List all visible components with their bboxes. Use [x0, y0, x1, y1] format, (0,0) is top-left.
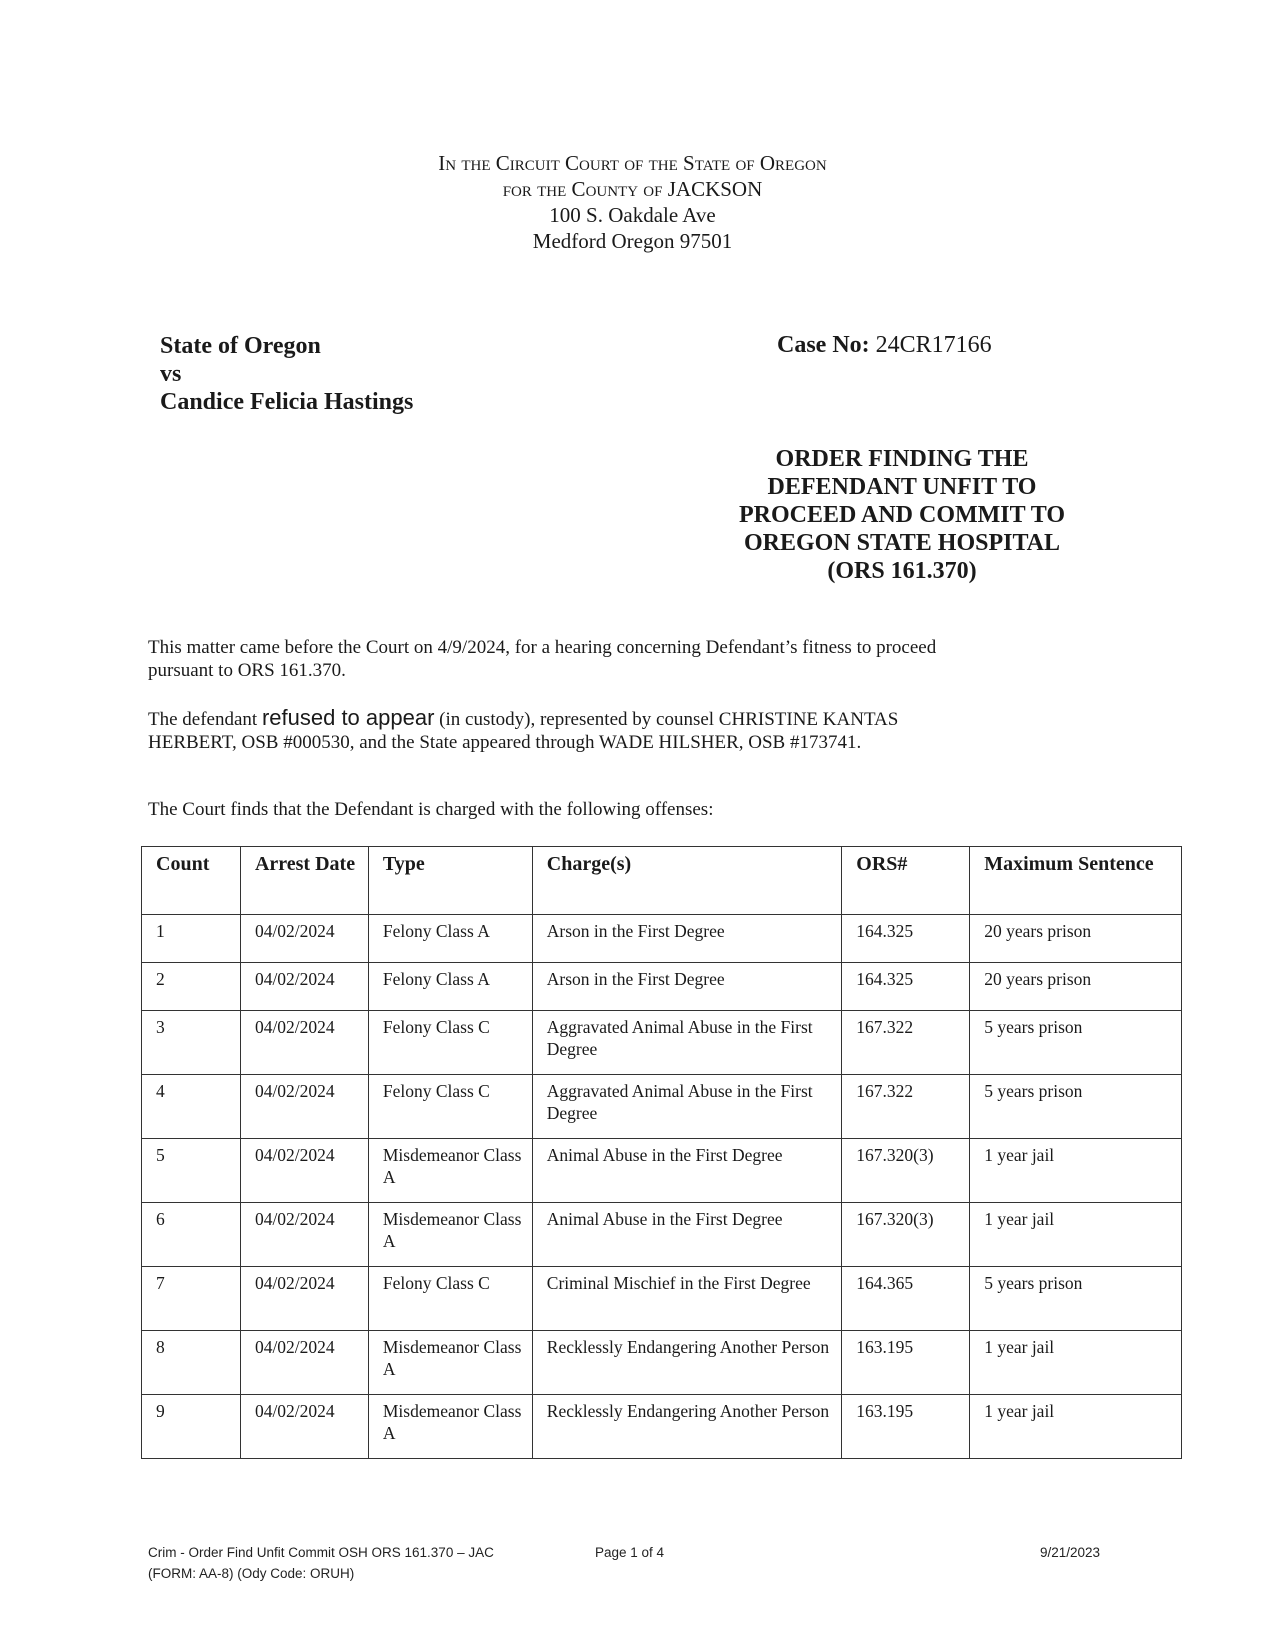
cell-charge: Criminal Mischief in the First Degree [532, 1267, 842, 1331]
cell-date: 04/02/2024 [240, 1395, 368, 1459]
cell-ors: 167.320(3) [842, 1203, 970, 1267]
cell-count: 5 [142, 1139, 241, 1203]
case-number-label: Case No: [777, 332, 870, 358]
case-number: 24CR17166 [875, 332, 992, 358]
court-address: 100 S. Oakdale Ave [549, 203, 716, 227]
charges-intro: The Court finds that the Defendant is charged with the following offenses: [148, 799, 714, 820]
cell-ors: 164.325 [842, 915, 970, 963]
table-header-row [142, 847, 1182, 915]
cell-count: 2 [142, 963, 241, 1011]
cell-type: Misdemeanor Class A [368, 1395, 532, 1459]
cell-max: 5 years prison [970, 1267, 1182, 1331]
cell-type: Misdemeanor Class A [368, 1203, 532, 1267]
cell-max: 5 years prison [970, 1075, 1182, 1139]
cell-date: 04/02/2024 [240, 915, 368, 963]
cell-ors: 167.322 [842, 1075, 970, 1139]
cell-max: 20 years prison [970, 963, 1182, 1011]
order-title-line-1: ORDER FINDING THE [775, 446, 1029, 472]
table-row [142, 1203, 1182, 1267]
cell-max: 1 year jail [970, 1139, 1182, 1203]
header-ors: ORS# [842, 847, 970, 915]
table-row [142, 1011, 1182, 1075]
cell-type: Felony Class C [368, 1075, 532, 1139]
appearance-prefix: The defendant [148, 709, 262, 730]
versus-label: vs [160, 361, 182, 387]
cell-ors: 163.195 [842, 1331, 970, 1395]
cell-type: Misdemeanor Class A [368, 1331, 532, 1395]
plaintiff-name: State of Oregon [160, 333, 321, 359]
appearance-status: refused to appear [261, 705, 435, 730]
cell-count: 4 [142, 1075, 241, 1139]
cell-count: 7 [142, 1267, 241, 1331]
cell-type: Felony Class C [368, 1267, 532, 1331]
hearing-line-2: pursuant to ORS 161.370. [148, 660, 346, 681]
cell-date: 04/02/2024 [240, 1203, 368, 1267]
appearance-paragraph [148, 706, 1138, 754]
cell-charge: Arson in the First Degree [532, 915, 842, 963]
cell-type: Felony Class A [368, 915, 532, 963]
cell-max: 5 years prison [970, 1011, 1182, 1075]
table-row [142, 1331, 1182, 1395]
cell-charge: Aggravated Animal Abuse in the First Degree [532, 1011, 842, 1075]
cell-ors: 167.320(3) [842, 1139, 970, 1203]
footer-date: 9/21/2023 [1040, 1545, 1101, 1560]
footer-form-title: Crim - Order Find Unfit Commit OSH ORS 161.370 – JAC [148, 1545, 494, 1560]
cell-count: 1 [142, 915, 241, 963]
cell-charge: Arson in the First Degree [532, 963, 842, 1011]
header-type: Type [368, 847, 532, 915]
cell-count: 6 [142, 1203, 241, 1267]
cell-count: 3 [142, 1011, 241, 1075]
cell-date: 04/02/2024 [240, 963, 368, 1011]
cell-date: 04/02/2024 [240, 1011, 368, 1075]
cell-charge: Aggravated Animal Abuse in the First Degree [532, 1075, 842, 1139]
court-header [0, 150, 1265, 254]
cell-type: Misdemeanor Class A [368, 1139, 532, 1203]
hearing-line-1: This matter came before the Court on 4/9/2024, for a hearing concerning Defendant’s fitness to proceed [148, 637, 937, 658]
cell-max: 1 year jail [970, 1395, 1182, 1459]
footer-form-code: (FORM: AA-8) (Ody Code: ORUH) [148, 1566, 355, 1581]
table-row [142, 1395, 1182, 1459]
cell-date: 04/02/2024 [240, 1331, 368, 1395]
cell-max: 1 year jail [970, 1331, 1182, 1395]
cell-ors: 164.365 [842, 1267, 970, 1331]
header-arrest-date: Arrest Date [240, 847, 368, 915]
order-title-line-2: DEFENDANT UNFIT TO [767, 474, 1037, 500]
court-line-2: for the County of JACKSON [502, 177, 763, 201]
cell-type: Felony Class A [368, 963, 532, 1011]
cell-charge: Recklessly Endangering Another Person [532, 1331, 842, 1395]
footer-form-info [148, 1542, 494, 1584]
case-number-block [777, 332, 992, 359]
table-row [142, 1139, 1182, 1203]
cell-date: 04/02/2024 [240, 1075, 368, 1139]
charges-table [141, 846, 1182, 1459]
cell-charge: Animal Abuse in the First Degree [532, 1139, 842, 1203]
cell-ors: 167.322 [842, 1011, 970, 1075]
court-city: Medford Oregon 97501 [532, 229, 733, 253]
cell-type: Felony Class C [368, 1011, 532, 1075]
table-row [142, 1075, 1182, 1139]
cell-date: 04/02/2024 [240, 1267, 368, 1331]
cell-max: 20 years prison [970, 915, 1182, 963]
table-row [142, 963, 1182, 1011]
cell-ors: 164.325 [842, 963, 970, 1011]
appearance-suffix: (in custody), represented by counsel CHRISTINE KANTAS [434, 709, 899, 730]
order-title [692, 445, 1112, 585]
cell-charge: Animal Abuse in the First Degree [532, 1203, 842, 1267]
defendant-name: Candice Felicia Hastings [160, 389, 414, 415]
footer-page-number: Page 1 of 4 [595, 1545, 665, 1560]
order-title-line-4: OREGON STATE HOSPITAL [743, 530, 1061, 556]
table-row [142, 915, 1182, 963]
case-parties [160, 332, 413, 416]
hearing-paragraph [148, 636, 1138, 682]
header-charges: Charge(s) [532, 847, 842, 915]
order-title-line-5: (ORS 161.370) [827, 558, 977, 584]
cell-charge: Recklessly Endangering Another Person [532, 1395, 842, 1459]
cell-count: 9 [142, 1395, 241, 1459]
court-line-1: In the Circuit Court of the State of Oregon [438, 151, 827, 175]
appearance-line-2: HERBERT, OSB #000530, and the State appeared through WADE HILSHER, OSB #173741. [148, 732, 862, 753]
table-row [142, 1267, 1182, 1331]
header-max-sentence: Maximum Sentence [970, 847, 1182, 915]
cell-ors: 163.195 [842, 1395, 970, 1459]
cell-date: 04/02/2024 [240, 1139, 368, 1203]
order-title-line-3: PROCEED AND COMMIT TO [738, 502, 1066, 528]
cell-max: 1 year jail [970, 1203, 1182, 1267]
cell-count: 8 [142, 1331, 241, 1395]
header-count: Count [142, 847, 241, 915]
